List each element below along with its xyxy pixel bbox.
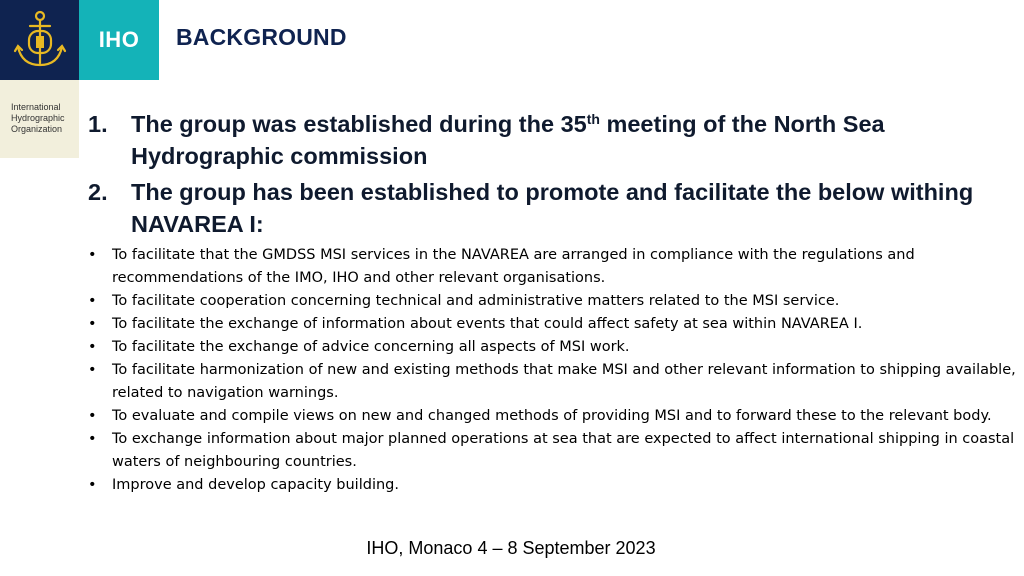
bullet-dot: • bbox=[88, 477, 97, 493]
slide-title: BACKGROUND bbox=[176, 24, 347, 50]
numbered-item-2 bbox=[88, 176, 988, 240]
bullet-text: To evaluate and compile views on new and changed methods of providing MSI and to forward these to the relevant body. bbox=[112, 408, 992, 424]
bullet-dot: • bbox=[88, 362, 97, 378]
bullet-item bbox=[88, 428, 1020, 474]
bullet-dot: • bbox=[88, 316, 97, 332]
org-line-2: Hydrographic bbox=[11, 113, 65, 123]
bullet-text: To facilitate harmonization of new and existing methods that make MSI and other relevant information to shipping available, related to navigation warnings. bbox=[112, 362, 1016, 401]
bullet-dot: • bbox=[88, 431, 97, 447]
bullet-dot: • bbox=[88, 247, 97, 263]
bullet-text: To facilitate cooperation concerning technical and administrative matters related to the MSI service. bbox=[112, 293, 840, 309]
bullet-list bbox=[88, 244, 1020, 497]
bullet-text: To facilitate the exchange of information about events that could affect safety at sea within NAVAREA I. bbox=[112, 316, 863, 332]
bullet-item bbox=[88, 359, 1020, 405]
bullet-dot: • bbox=[88, 339, 97, 355]
iho-emblem-logo bbox=[0, 0, 79, 80]
bullet-dot: • bbox=[88, 408, 97, 424]
item-text-superscript: th bbox=[586, 111, 600, 127]
item-text bbox=[131, 108, 988, 172]
bullet-text: To exchange information about major planned operations at sea that are expected to affect international shipping in coastal waters of neighbouring countries. bbox=[112, 431, 1015, 470]
bullet-item bbox=[88, 313, 1020, 336]
bullet-item bbox=[88, 336, 1020, 359]
bullet-text: Improve and develop capacity building. bbox=[112, 477, 399, 493]
numbered-item-1 bbox=[88, 108, 988, 172]
bullet-item bbox=[88, 405, 1020, 428]
iho-acronym-logo: IHO bbox=[79, 0, 159, 80]
anchor-emblem-icon bbox=[12, 7, 68, 73]
org-line-1: International bbox=[11, 102, 61, 112]
organization-name-logo bbox=[0, 80, 79, 158]
org-line-3: Organization bbox=[11, 124, 63, 134]
bullet-item bbox=[88, 474, 1020, 497]
item-text: The group has been established to promote and facilitate the below withing NAVAREA I: bbox=[131, 179, 974, 237]
bullet-item bbox=[88, 290, 1020, 313]
bullet-text: To facilitate the exchange of advice concerning all aspects of MSI work. bbox=[112, 339, 630, 355]
item-text-pre: The group was established during the 35 bbox=[131, 111, 587, 137]
footer-text: IHO, Monaco 4 – 8 September 2023 bbox=[366, 538, 656, 558]
bullet-item bbox=[88, 244, 1020, 290]
item-text-post: meeting of the North Sea Hydrographic commission bbox=[131, 111, 885, 169]
item-number: 1. bbox=[88, 111, 108, 137]
slide-footer bbox=[0, 538, 1024, 559]
bullet-text: To facilitate that the GMDSS MSI services in the NAVAREA are arranged in compliance with the regulations and recommendations of the IMO, IHO and other relevant organisations. bbox=[112, 247, 915, 286]
bullet-dot: • bbox=[88, 293, 97, 309]
item-number: 2. bbox=[88, 179, 108, 205]
